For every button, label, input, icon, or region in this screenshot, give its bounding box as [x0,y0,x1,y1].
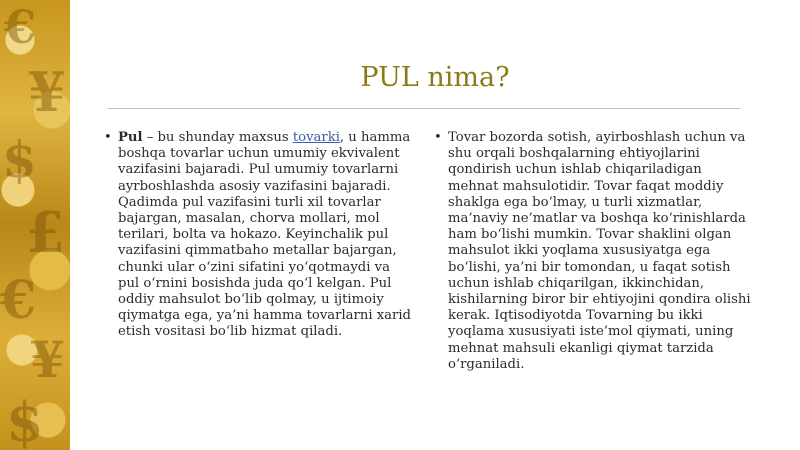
slide-title: PUL nima? [360,62,510,93]
text-before-link: – bu shunday maxsus [142,130,293,145]
bullet-item-tovar [434,130,752,373]
currency-glyph: $ [6,390,44,450]
right-column [434,130,752,373]
currency-glyph: € [4,0,37,54]
currency-glyph: ¥ [28,60,66,124]
currency-pattern-strip [0,0,70,450]
bullet-item-pul [104,130,414,341]
text-after-link: , u hamma boshqa tovarlar uchun umumiy ekvivalent vazifasini bajaradi. Pul umumiy tovarlarni ayrboshlashda asosiy vazifasini bajaradi. Qadimda pul vazifasini turli xil tovarlar bajargan, masalan, chorva mollari, mol terilari, bolta va hokazo. Keyinchalik pul vazifasini qimmatbaho metallar bajargan, chunki ular o‘zini sifatini yo‘qotmaydi va pul o‘rnini bosishda juda qo‘l kelgan. Pul oddiy mahsulot bo‘lib qolmay, u ijtimoiy qiymatga ega, ya’ni hamma tovarlarni xarid etish vositasi bo‘lib hizmat qiladi. [118,130,411,340]
tovar-paragraph: Tovar bozorda sotish, ayirboshlash uchun va shu orqali boshqalarning ehtiyojlarini qondirish uchun ishlab chiqariladigan mehnat mahsulotidir. Tovar faqat moddiy shaklga ega bo‘lmay, u turli xizmatlar, ma’naviy ne’matlar va boshqa ko‘rinishlarda ham bo‘lishi mumkin. Tovar shaklini olgan mahsulot ikki yoqlama xususiyatga ega bo‘lishi, ya’ni bir tomondan, u faqat sotish uchun ishlab chiqarilgan, ikkinchidan, kishilarning biror bir ehtiyojini qondira olishi kerak. Iqtisodiyotda Tovarning bu ikki yoqlama xususiyati iste’mol qiymati, uning mehnat mahsuli ekanligi qiymat tarzida o‘rganiladi. [448,130,751,372]
bullet-marker: • [434,130,442,145]
currency-glyph: £ [26,200,65,266]
currency-glyph: $ [2,130,37,189]
left-column [104,130,414,341]
currency-glyph: € [0,270,37,331]
bullet-marker: • [104,130,112,145]
currency-glyph: ¥ [30,330,65,389]
tovarki-link[interactable]: tovarki [292,130,340,145]
term-pul: Pul [118,130,143,145]
title-divider [108,108,740,109]
